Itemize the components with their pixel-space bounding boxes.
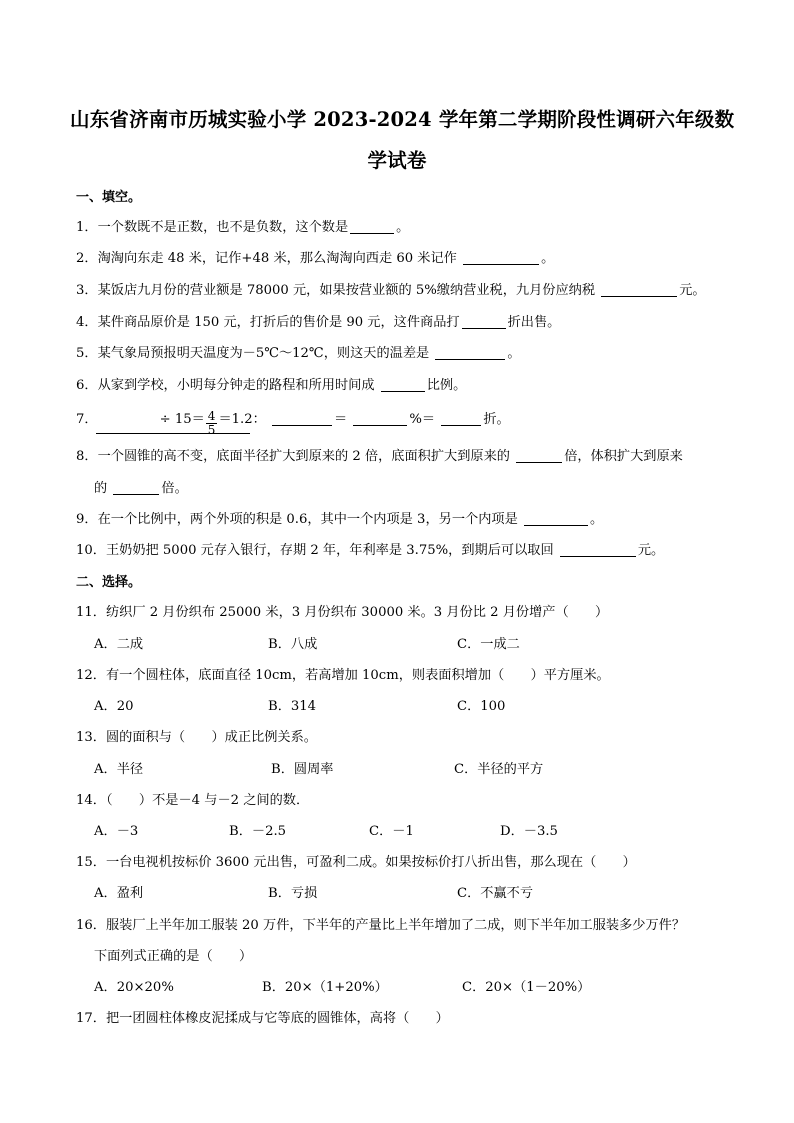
question-text: 。: [396, 220, 410, 235]
exam-title-line2: 学试卷: [367, 149, 427, 172]
question-5: [76, 342, 521, 361]
option-b[interactable]: B．－2.5: [229, 824, 287, 839]
option-c[interactable]: C．不赢不亏: [457, 886, 534, 901]
question-number: 7．: [76, 412, 98, 427]
question-15: 15．一台电视机按标价 3600 元出售，可盈利二成。如果按标价打八折出售，那么现在（ ）: [76, 855, 636, 870]
option-c[interactable]: C．100: [457, 699, 506, 714]
question-text: 元。: [679, 283, 706, 298]
question-text: %＝: [409, 412, 436, 427]
question-12: 12．有一个圆柱体，底面直径 10cm，若高增加 10cm，则表面积增加（ ）平方厘米。: [76, 668, 610, 683]
question-text: 1．一个数既不是正数，也不是负数，这个数是: [76, 220, 349, 235]
question-6: [76, 374, 466, 393]
answer-blank[interactable]: [272, 411, 332, 426]
option-a[interactable]: A．20×20%: [94, 980, 174, 995]
question-text: 6．从家到学校，小明每分钟走的路程和所用时间成: [76, 378, 375, 393]
question-text: 9．在一个比例中，两个外项的积是 0.6，其中一个内项是 3，另一个内项是: [76, 512, 518, 527]
option-a[interactable]: A．盈利: [94, 886, 144, 901]
answer-blank[interactable]: [462, 314, 506, 329]
option-b[interactable]: B．亏损: [268, 886, 318, 901]
option-c[interactable]: C．一成二: [457, 637, 520, 652]
option-c[interactable]: C．半径的平方: [454, 762, 544, 777]
question-text: 元。: [637, 543, 665, 558]
answer-blank[interactable]: [350, 219, 394, 234]
section-choice-heading: 二、选择。: [76, 575, 142, 590]
answer-blank[interactable]: [441, 411, 481, 426]
question-text: 折。: [483, 412, 510, 427]
question-text: 10．王奶奶把 5000 元存入银行，存期 2 年，年利率是 3.75%，到期后可以取回: [76, 543, 554, 558]
option-c[interactable]: C．20×（1－20%）: [462, 980, 591, 995]
exam-title-line1: 山东省济南市历城实验小学 2023-2024 学年第二学期阶段性调研六年级数: [70, 108, 735, 131]
answer-blank[interactable]: [435, 345, 505, 360]
option-d[interactable]: D．－3.5: [500, 824, 558, 839]
question-text: 4．某件商品原价是 150 元，打折后的售价是 90 元，这件商品打: [76, 315, 460, 330]
question-16: 16．服装厂上半年加工服装 20 万件，下半年的产量比上半年增加了二成，则下半年加工服装多少万件？: [76, 918, 686, 933]
answer-blank[interactable]: [381, 377, 425, 392]
question-text: 折出售。: [507, 315, 561, 330]
question-text: 3．某饭店九月份的营业额是 78000 元，如果按营业额的 5%缴纳营业税，九月份应纳税: [76, 283, 596, 298]
section-fill-heading: 一、填空。: [76, 190, 142, 205]
question-16-line2: 下面列式正确的是（ ）: [94, 949, 253, 964]
question-text: ＝: [334, 412, 348, 427]
answer-blank[interactable]: [560, 542, 636, 557]
question-10: [76, 539, 664, 558]
question-text: 。: [541, 251, 555, 266]
option-a[interactable]: A．半径: [94, 762, 144, 777]
question-text: 。: [507, 346, 521, 361]
fraction-numerator: 4: [207, 409, 216, 423]
option-a[interactable]: A．二成: [94, 637, 144, 652]
question-11: 11．纺织厂 2 月份织布 25000 米，3 月份织布 30000 米。3 月份比 2 月份增产（ ）: [76, 605, 609, 620]
question-9: [76, 508, 603, 527]
question-text: 的: [94, 481, 108, 496]
answer-blank[interactable]: [524, 511, 588, 526]
question-13: 13．圆的面积与（ ）成正比例关系。: [76, 730, 317, 745]
answer-blank[interactable]: [601, 282, 677, 297]
question-text: 2．淘淘向东走 48 米，记作+48 米，那么淘淘向西走 60 米记作: [76, 251, 457, 266]
question-text: 倍。: [161, 481, 188, 496]
question-text: 倍，体积扩大到原来: [564, 449, 683, 464]
question-text: ＝1.2：: [218, 412, 266, 427]
answer-blank[interactable]: [353, 411, 407, 426]
question-4: [76, 311, 560, 330]
question-8-line1: [76, 445, 683, 464]
question-text: ÷ 15＝: [159, 412, 205, 427]
question-text: 5．某气象局预报明天温度为－5℃～12℃，则这天的温差是: [76, 346, 430, 361]
question-17: 17．把一团圆柱体橡皮泥揉成与它等底的圆锥体，高将（ ）: [76, 1011, 449, 1026]
option-b[interactable]: B．圆周率: [271, 762, 334, 777]
fraction-denominator: 5: [207, 423, 216, 437]
question-text: 比例。: [426, 378, 467, 393]
option-b[interactable]: B．20×（1+20%）: [262, 980, 388, 995]
answer-blank[interactable]: [113, 480, 159, 495]
question-8-line2: [94, 477, 188, 496]
question-1: [76, 216, 409, 235]
option-b[interactable]: B．314: [268, 699, 317, 714]
answer-blank[interactable]: [463, 250, 539, 265]
question-14: 14．（ ）不是－4 与－2 之间的数．: [76, 793, 310, 808]
question-2: [76, 247, 554, 266]
option-b[interactable]: B．八成: [268, 637, 318, 652]
answer-blank[interactable]: [516, 448, 562, 463]
answer-blank-q7-leading[interactable]: [96, 433, 250, 434]
option-a[interactable]: A．－3: [94, 824, 139, 839]
question-3: [76, 279, 706, 298]
question-text: 8．一个圆锥的高不变，底面半径扩大到原来的 2 倍，底面积扩大到原来的: [76, 449, 510, 464]
option-a[interactable]: A．20: [94, 699, 134, 714]
option-c[interactable]: C．－1: [369, 824, 414, 839]
question-text: 。: [589, 512, 604, 527]
